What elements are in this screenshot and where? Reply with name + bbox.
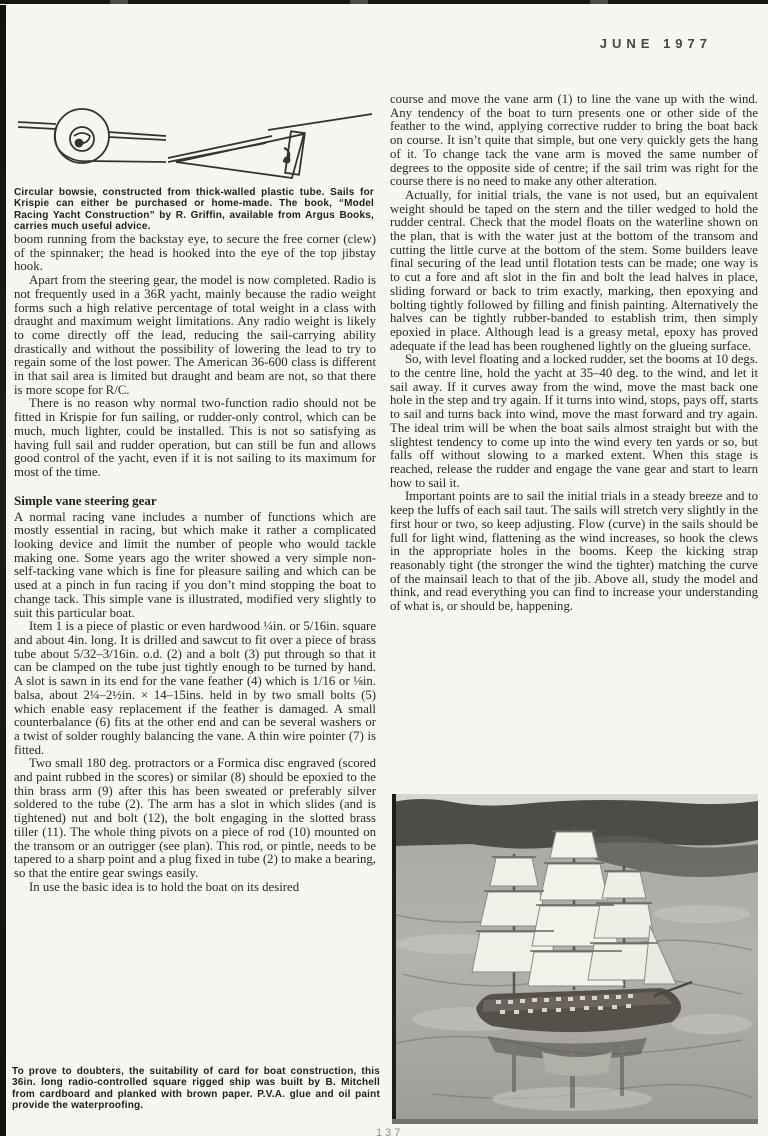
body-paragraph: A normal racing vane includes a number of functions which are mostly essential in racing, but which make it rather a complicated looking device and limit the number of people who would tackle making one. Some years ago the writer showed a very simple non-self-tacking vane which is fine for pleasure sailing and which can be used at a pinch in fun racing if you don’t mind stopping the boat to change tack. This simple vane is illustrated, modified very slightly to suit this particular boat.	[14, 509, 376, 620]
issue-date: JUNE 1977	[599, 36, 712, 51]
model-ship-photo-svg	[392, 794, 758, 1124]
body-paragraph: So, with level floating and a locked rudder, set the booms at 10 degs. to the centre line, hold the yacht at 35–40 deg. to the wind, and let it sail away. If it curves away from the wind, move the mast back one hole in the step and try again. If it turns into wind, stops, pays off, starts to sail and turns back into wind, move the mast forward and try again. The ideal trim will be when the boat sails almost straight but with the slightest tendency to come up into the wind every ten yards or so, but falls off without slowing to a marked extent. When this stage is reached, release the rudder and engage the vane gear and start to learn how to sail it.	[390, 352, 758, 490]
figure-caption: Circular bowsie, constructed from thick-walled plastic tube. Sails for Krispie can either be purchased or home-made. The book, “Model Racing Yacht Construction” by R. Griffin, available from Argus Books, carries much useful advice.	[14, 187, 374, 232]
section-heading: Simple vane steering gear	[14, 492, 157, 508]
left-paragraphs-b	[14, 511, 376, 895]
page-number: 137	[376, 1127, 404, 1136]
bowsie-drawing	[16, 86, 374, 182]
photo-caption: To prove to doubters, the suitability of card for boat construction, this 36in. long radio-controlled square rigged ship was built by B. Mitchell from cardboard and planked with brown paper. P.V.A. glue and oil paint provide the waterproofing.	[12, 1066, 380, 1111]
left-paragraphs-a	[14, 233, 376, 480]
body-paragraph: There is no reason why normal two-function radio should not be fitted in Krispie for fun sailing, or rudder-only control, which can be much, much lighter, could be installed. This is not so satisfying as having full sail and rudder operation, but can still be fun and allows good control of the yacht, even if it is not sailing to its maximum for most of the time.	[14, 396, 376, 479]
body-paragraph: Important points are to sail the initial trials in a steady breeze and to keep the luffs of each sail taut. The sails will stretch very slightly in the first hour or two, so keep adjusting. Flow (curve) in the sails should be full for light wind, flattening as the wind increases, so hook the clews in the appropriate holes in the booms. Keep the kicking strap reasonably tight (the stronger the wind the tighter) matching the curve of the mainsail leach to that of the jib. Above all, study the model and think, and read everything you can find to increase your understanding of what is, or should be, happening.	[390, 489, 758, 614]
body-paragraph: Item 1 is a piece of plastic or even hardwood ¼in. or 5/16in. square and about 4in. long. It is drilled and sawcut to fit over a piece of brass tube about 5/32–3/16in. o.d. (2) and a bolt (3) put through so that it can be clamped on the tube just tightly enough to be turned by hand. A slot is sawn in its end for the vane feather (4) which is 1/16 or ⅛in. balsa, about 2¼–2½in. × 14–15ins. held in by two small bolts (5) which enable easy replacement if the feather is damaged. A small counterbalance (6) fits at the other end and can be several washers or a twist of solder roughly balancing the vane. A thin wire pointer (7) is fitted.	[14, 619, 376, 757]
body-paragraph: Two small 180 deg. protractors or a Formica disc engraved (scored and paint rubbed in the scores) or similar (8) should be epoxied to the thin brass arm (9) after this has been sweated or preferably silver soldered to the tube (2). The arm has a slot in which slides (and is tightened) nut and bolt (12), the bolt engaging in the slotted brass tiller (11). The whole thing pivots on a piece of rod (10) mounted on the transom or an outrigger (see plan). This rod, or pintle, needs to be tapered to a sharp point and a plug fixed in tube (2) to make a bearing, so that the entire gear swings easily.	[14, 756, 376, 880]
body-paragraph: course and move the vane arm (1) to line the vane up with the wind. Any tendency of the boat to turn presents one or other side of the feather to the wind, applying corrective rudder to bring the boat back on course. It isn’t quite that simple, but one very quickly gets the hang of it. To change tack the vane arm is moved the same number of degrees to the opposite side of centre; if the sail trim was right for the course there is no need to make any other alteration.	[390, 92, 758, 189]
right-column	[390, 93, 758, 614]
left-column	[14, 233, 376, 894]
body-paragraph: Apart from the steering gear, the model is now completed. Radio is not frequently used in a 36R yacht, mainly because the radio weight forms such a high relative percentage of total weight in a class with draught and maximum weight limitations. Any radio weight is likely to come directly off the lead, reducing the sail-carrying ability drastically and without the possibility of lowering the lead to try to regain some of the lost power. The American 36-600 class is different in that sail area is limited but draught and beam are not, so that there is more scope for R/C.	[14, 273, 376, 397]
body-paragraph: boom running from the backstay eye, to secure the free corner (clew) of the spinnaker; the head is hooked into the eye of the top jibstay hook.	[14, 232, 376, 274]
model-ship-photo	[392, 794, 758, 1124]
right-paragraphs	[390, 93, 758, 614]
bowsie-drawing-svg	[16, 86, 374, 182]
scan-edge-top	[0, 0, 768, 4]
body-paragraph: In use the basic idea is to hold the boat on its desired	[29, 879, 300, 894]
body-paragraph: Actually, for initial trials, the vane is not used, but an equivalent weight should be taped on the stern and the tiller wedged to hold the rudder central. Check that the model floats on the waterline shown on the plan, that is with the water just at the bottom of the transom and cutting the little curve at the bottom of the stem. Some builders leave final securing of the lead until flotation tests can be made; one way is to cut a fore and aft slot in the fin and bolt the lead halves in place, sliding forward or back to trim exactly, marking, then epoxying and bolting tightly followed by filling and finish painting. Alternatively the halves can be tightly rubber-banded to establish trim, then simply epoxied in place. Although lead is a greasy metal, epoxy has proved adequate if the lead has been roughened lightly on the glueing surface.	[390, 187, 758, 353]
scan-edge-left	[0, 5, 6, 1136]
